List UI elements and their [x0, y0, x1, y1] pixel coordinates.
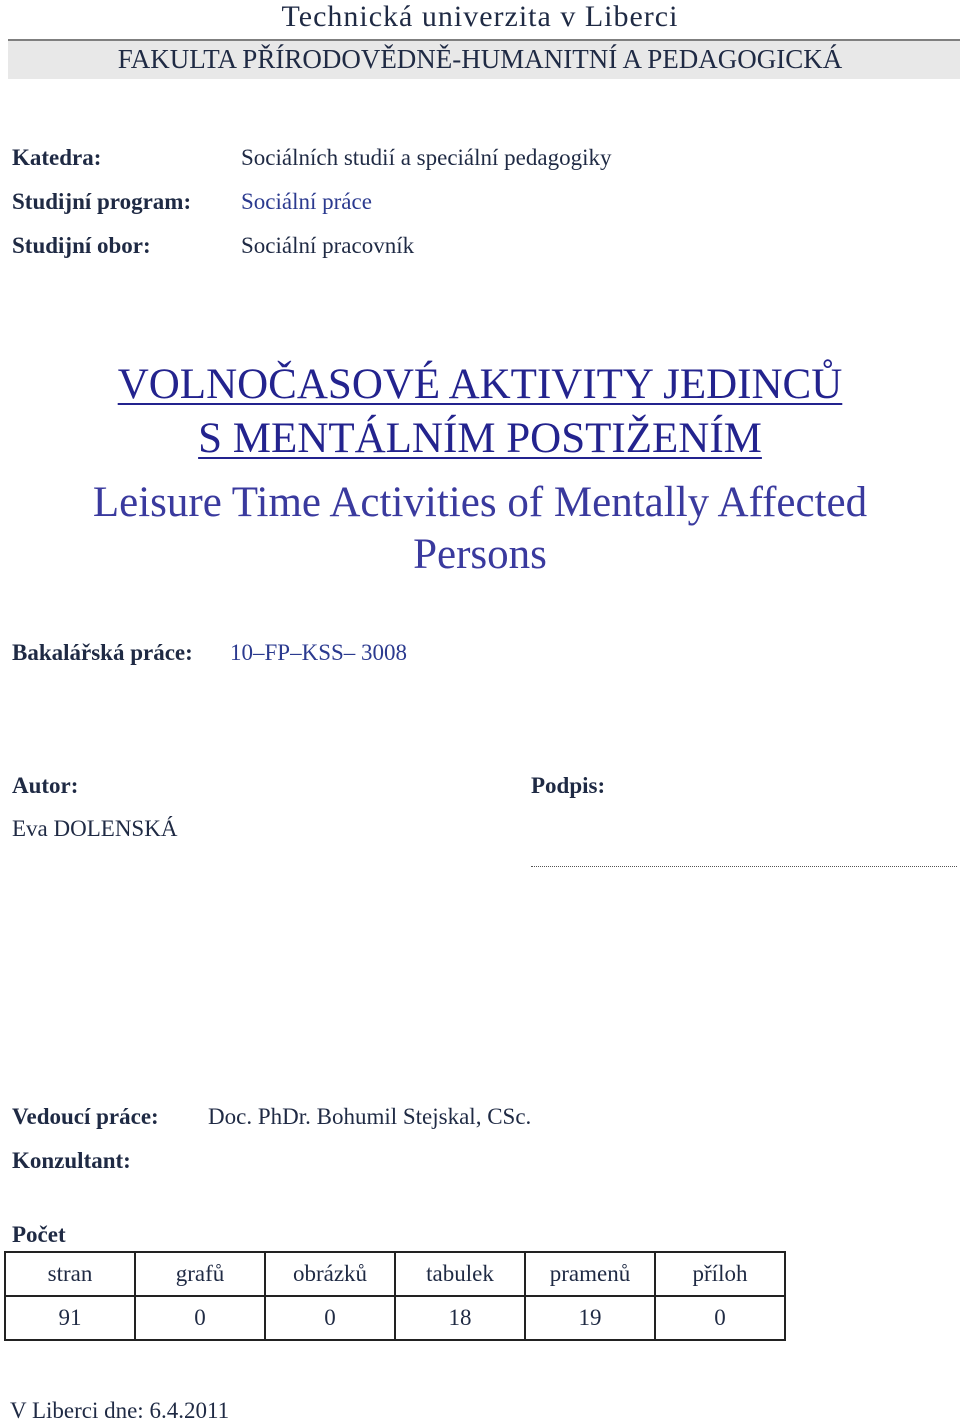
study-program-label: Studijní program: [12, 189, 192, 214]
count-value-graphs: 0 [135, 1296, 265, 1340]
counts-table [4, 1251, 786, 1341]
consultant-label: Konzultant: [12, 1148, 131, 1173]
count-value-tables: 18 [395, 1296, 525, 1340]
study-field-value: Sociální pracovník [241, 233, 415, 258]
count-header-sources: pramenů [525, 1252, 655, 1296]
thesis-title-line-2: S MENTÁLNÍM POSTIŽENÍM [198, 415, 762, 462]
count-value-appendices: 0 [655, 1296, 785, 1340]
author-name: Eva DOLENSKÁ [12, 816, 178, 841]
english-title-line-1: Leisure Time Activities of Mentally Affected [92, 479, 868, 526]
thesis-number: 10–FP–KSS– 3008 [230, 640, 408, 665]
thesis-title-line-1: VOLNOČASOVÉ AKTIVITY JEDINCŮ [117, 361, 843, 408]
count-value-sources: 19 [525, 1296, 655, 1340]
date-line: V Liberci dne: 6.4.2011 [10, 1398, 230, 1423]
count-header-tables: tabulek [395, 1252, 525, 1296]
english-title-line-2: Persons [413, 531, 547, 578]
count-header-images: obrázků [265, 1252, 395, 1296]
department-value: Sociálních studií a speciální pedagogiky [241, 145, 612, 170]
count-value-images: 0 [265, 1296, 395, 1340]
counts-label: Počet [12, 1222, 66, 1247]
university-name: Technická univerzita v Liberci [281, 0, 679, 33]
count-header-graphs: grafů [135, 1252, 265, 1296]
signature-label: Podpis: [531, 773, 606, 798]
author-label: Autor: [12, 773, 79, 798]
signature-line [531, 866, 957, 867]
count-value-pages: 91 [5, 1296, 135, 1340]
count-header-appendices: příloh [655, 1252, 785, 1296]
study-program-value: Sociální práce [241, 189, 372, 214]
department-label: Katedra: [12, 145, 102, 170]
counts-header-row [5, 1252, 785, 1296]
thesis-type-label: Bakalářská práce: [12, 640, 193, 665]
faculty-name: FAKULTA PŘÍRODOVĚDNĚ-HUMANITNÍ A PEDAGOGICKÁ [117, 44, 843, 74]
count-header-pages: stran [5, 1252, 135, 1296]
study-field-label: Studijní obor: [12, 233, 151, 258]
counts-value-row [5, 1296, 785, 1340]
supervisor-label: Vedoucí práce: [12, 1104, 159, 1129]
supervisor-name: Doc. PhDr. Bohumil Stejskal, CSc. [208, 1104, 532, 1129]
